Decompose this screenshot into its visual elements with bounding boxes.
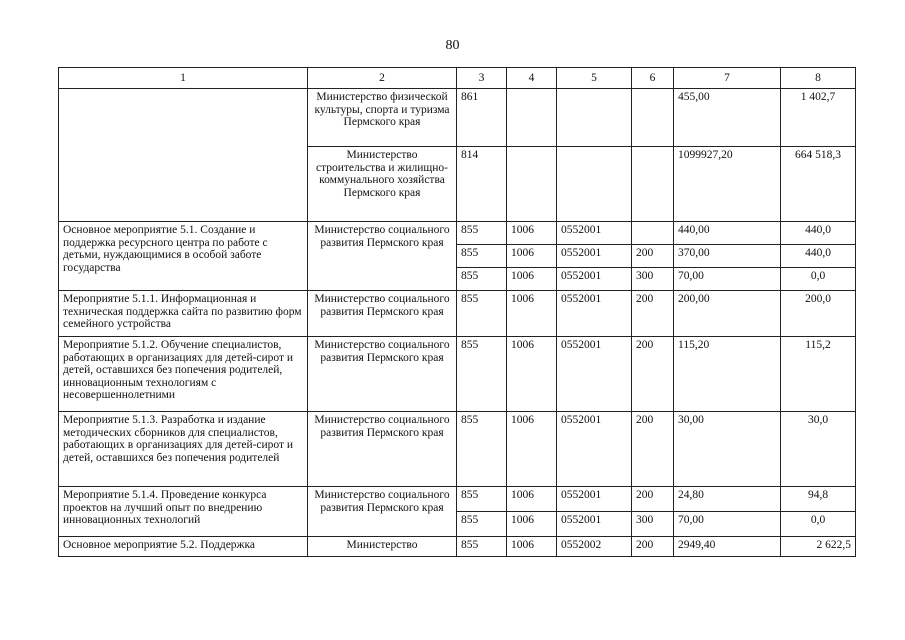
amount-7-cell: 70,00 [674, 268, 781, 291]
amount-7-cell: 1099927,20 [674, 147, 781, 222]
table-row [59, 89, 856, 147]
amount-7-cell: 24,80 [674, 487, 781, 512]
code-3-cell: 855 [457, 537, 507, 557]
code-6-cell: 200 [632, 245, 674, 268]
code-4-cell: 1006 [507, 291, 557, 337]
table-row [59, 487, 856, 512]
responsible-org-cell: Министерство социального развития Пермского края [308, 487, 457, 537]
code-3-cell: 855 [457, 268, 507, 291]
code-4-cell: 1006 [507, 412, 557, 487]
amount-8-cell: 0,0 [781, 268, 856, 291]
code-4-cell: 1006 [507, 537, 557, 557]
code-3-cell: 814 [457, 147, 507, 222]
code-3-cell: 855 [457, 512, 507, 537]
code-5-cell: 0552001 [557, 245, 632, 268]
header-col-1: 1 [59, 68, 308, 89]
code-5-cell [557, 89, 632, 147]
amount-8-cell: 30,0 [781, 412, 856, 487]
code-4-cell: 1006 [507, 337, 557, 412]
code-3-cell: 855 [457, 487, 507, 512]
code-4-cell: 1006 [507, 222, 557, 245]
activity-name-cell: Мероприятие 5.1.2. Обучение специалистов, работающих в организациях для детей-сирот и детей, оставшихся без попечения родителей, инновационным технологиям с несовершеннолетними [59, 337, 308, 412]
activity-name-cell: Мероприятие 5.1.3. Разработка и издание методических сборников для специалистов, работающих в организациях для детей-сирот и детей, оставшихся без попечения родителей [59, 412, 308, 487]
amount-8-cell: 0,0 [781, 512, 856, 537]
activity-name-cell: Мероприятие 5.1.1. Информационная и техническая поддержка сайта по развитию форм семейного устройства [59, 291, 308, 337]
code-5-cell: 0552001 [557, 222, 632, 245]
table-row [59, 291, 856, 337]
amount-8-cell: 94,8 [781, 487, 856, 512]
amount-8-cell: 200,0 [781, 291, 856, 337]
code-4-cell [507, 89, 557, 147]
activity-name-cell [59, 89, 308, 222]
responsible-org-cell: Министерство строительства и жилищно-коммунального хозяйства Пермского края [308, 147, 457, 222]
amount-8-cell: 664 518,3 [781, 147, 856, 222]
activity-name-cell: Основное мероприятие 5.1. Создание и поддержка ресурсного центра по работе с детьми, нуждающимися в особой заботе государства [59, 222, 308, 291]
header-col-4: 4 [507, 68, 557, 89]
amount-7-cell: 70,00 [674, 512, 781, 537]
code-6-cell [632, 147, 674, 222]
amount-7-cell: 440,00 [674, 222, 781, 245]
activity-name-cell: Мероприятие 5.1.4. Проведение конкурса проектов на лучший опыт по внедрению инновационных технологий [59, 487, 308, 537]
amount-8-cell: 1 402,7 [781, 89, 856, 147]
amount-7-cell: 455,00 [674, 89, 781, 147]
header-row [59, 68, 856, 89]
code-3-cell: 855 [457, 412, 507, 487]
header-col-3: 3 [457, 68, 507, 89]
amount-7-cell: 200,00 [674, 291, 781, 337]
page-number: 80 [445, 38, 460, 53]
code-5-cell: 0552001 [557, 512, 632, 537]
header-col-7: 7 [674, 68, 781, 89]
budget-table [58, 67, 856, 557]
responsible-org-cell: Министерство социального развития Пермского края [308, 337, 457, 412]
code-3-cell: 855 [457, 222, 507, 245]
responsible-org-cell: Министерство социального развития Пермского края [308, 222, 457, 291]
code-3-cell: 855 [457, 291, 507, 337]
code-3-cell: 861 [457, 89, 507, 147]
code-3-cell: 855 [457, 337, 507, 412]
code-5-cell: 0552001 [557, 291, 632, 337]
code-6-cell [632, 89, 674, 147]
code-5-cell: 0552002 [557, 537, 632, 557]
code-5-cell: 0552001 [557, 487, 632, 512]
responsible-org-cell: Министерство социального развития Пермского края [308, 412, 457, 487]
table-row [59, 537, 856, 557]
code-6-cell: 200 [632, 487, 674, 512]
code-6-cell: 200 [632, 412, 674, 487]
header-col-8: 8 [781, 68, 856, 89]
code-4-cell: 1006 [507, 512, 557, 537]
amount-8-cell: 440,0 [781, 245, 856, 268]
responsible-org-cell: Министерство социального развития Пермского края [308, 291, 457, 337]
code-4-cell: 1006 [507, 268, 557, 291]
code-4-cell [507, 147, 557, 222]
code-6-cell: 300 [632, 268, 674, 291]
amount-7-cell: 115,20 [674, 337, 781, 412]
table-row [59, 337, 856, 412]
amount-7-cell: 370,00 [674, 245, 781, 268]
amount-8-cell: 2 622,5 [781, 537, 856, 557]
code-3-cell: 855 [457, 245, 507, 268]
code-6-cell [632, 222, 674, 245]
amount-7-cell: 30,00 [674, 412, 781, 487]
header-col-6: 6 [632, 68, 674, 89]
amount-8-cell: 440,0 [781, 222, 856, 245]
code-6-cell: 200 [632, 337, 674, 412]
header-col-5: 5 [557, 68, 632, 89]
amount-8-cell: 115,2 [781, 337, 856, 412]
code-5-cell: 0552001 [557, 412, 632, 487]
code-5-cell [557, 147, 632, 222]
code-4-cell: 1006 [507, 245, 557, 268]
code-6-cell: 200 [632, 291, 674, 337]
activity-name-cell: Основное мероприятие 5.2. Поддержка [59, 537, 308, 557]
amount-7-cell: 2949,40 [674, 537, 781, 557]
table-row [59, 412, 856, 487]
table-row [59, 222, 856, 245]
code-5-cell: 0552001 [557, 268, 632, 291]
responsible-org-cell: Министерство [308, 537, 457, 557]
code-6-cell: 300 [632, 512, 674, 537]
responsible-org-cell: Министерство физической культуры, спорта и туризма Пермского края [308, 89, 457, 147]
code-5-cell: 0552001 [557, 337, 632, 412]
code-4-cell: 1006 [507, 487, 557, 512]
header-col-2: 2 [308, 68, 457, 89]
code-6-cell: 200 [632, 537, 674, 557]
